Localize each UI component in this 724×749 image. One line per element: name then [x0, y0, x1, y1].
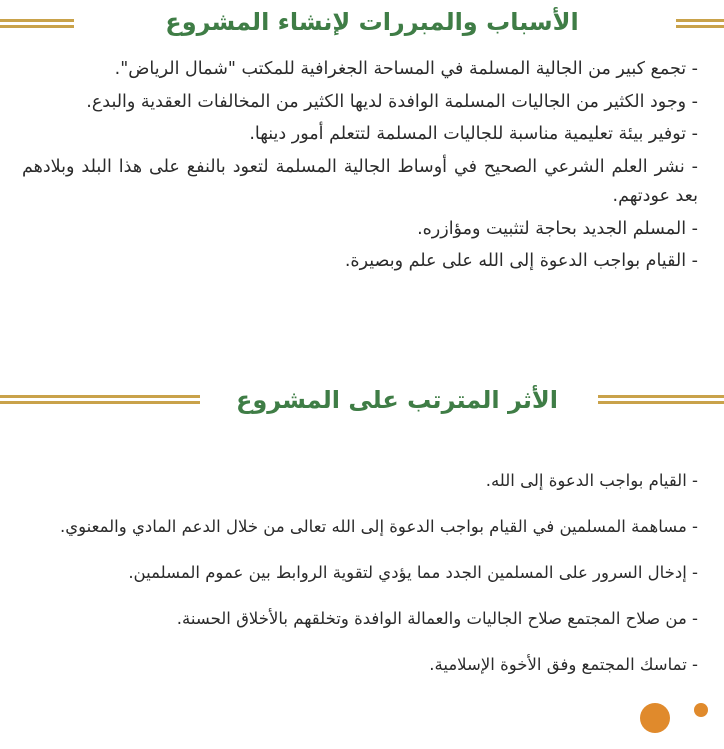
- list-item: - تجمع كبير من الجالية المسلمة في المساحة الجغرافية للمكتب "شمال الرياض".: [114, 59, 698, 79]
- list-item: - من صلاح المجتمع صلاح الجاليات والعمالة الوافدة وتخلقهم بالأخلاق الحسنة.: [176, 609, 698, 628]
- section2-heading: الأثر المترتب على المشروع: [235, 386, 559, 414]
- section1-rule-right: [676, 19, 724, 28]
- list-item: - القيام بواجب الدعوة إلى الله.: [485, 471, 698, 490]
- section2-rule-right: [598, 395, 724, 404]
- section1-header: [0, 2, 724, 42]
- decorative-dot-small: [694, 703, 708, 717]
- section2-header: [0, 380, 724, 420]
- section1-list: [22, 55, 698, 280]
- list-item: - توفير بيئة تعليمية مناسبة للجاليات المسلمة لتتعلم أمور دينها.: [249, 124, 698, 144]
- decorative-dot-large: [640, 703, 670, 733]
- list-item: - نشر العلم الشرعي الصحيح في أوساط الجالية المسلمة لتعود بالنفع على هذا البلد وبلادهم بعد عودتهم.: [22, 156, 698, 206]
- list-item: - تماسك المجتمع وفق الأخوة الإسلامية.: [429, 655, 698, 674]
- list-item: - مساهمة المسلمين في القيام بواجب الدعوة إلى الله تعالى من خلال الدعم المادي والمعنوي.: [59, 517, 698, 536]
- section2-rule-left: [0, 395, 200, 404]
- list-item: - إدخال السرور على المسلمين الجدد مما يؤدي لتقوية الروابط بين عموم المسلمين.: [128, 563, 698, 582]
- section2-list: [22, 458, 698, 688]
- list-item: - المسلم الجديد بحاجة لتثبيت ومؤازره.: [417, 218, 698, 239]
- list-item: - القيام بواجب الدعوة إلى الله على علم وبصيرة.: [344, 251, 698, 271]
- section1-heading: الأسباب والمبررات لإنشاء المشروع: [165, 8, 579, 36]
- section1-rule-left: [0, 19, 74, 28]
- list-item: - وجود الكثير من الجاليات المسلمة الوافدة لديها الكثير من المخالفات العقدية والبدع.: [86, 91, 698, 112]
